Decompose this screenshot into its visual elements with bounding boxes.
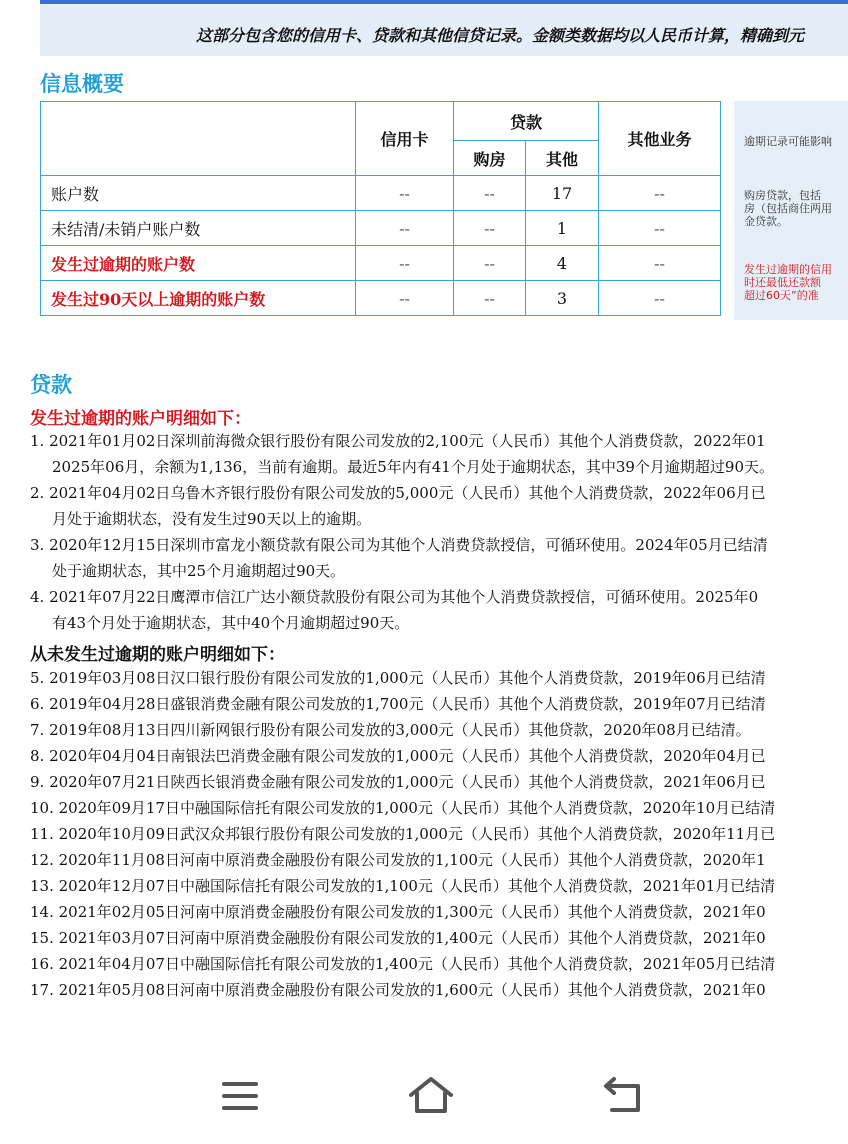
- list-item: 15. 2021年03月07日河南中原消费金融股份有限公司发放的1,400元（人民币）其他个人消费贷款，2021年0: [30, 929, 766, 947]
- cell-other: 4: [526, 246, 599, 281]
- cell-credit-card: --: [356, 176, 454, 211]
- row-label: 未结清/未销户账户数: [41, 211, 356, 246]
- header-blank: [41, 102, 356, 176]
- side-note-credit: 发生过逾期的信用 时还最低还款额 超过60天”的准: [744, 263, 832, 302]
- list-item: 14. 2021年02月05日河南中原消费金融股份有限公司发放的1,300元（人民币）其他个人消费贷款，2021年0: [30, 903, 766, 921]
- list-item: 6. 2019年04月28日盛银消费金融有限公司发放的1,700元（人民币）其他个人消费贷款，2019年07月已结清: [30, 695, 766, 713]
- home-icon[interactable]: [406, 1074, 456, 1118]
- cell-credit-card: --: [356, 281, 454, 316]
- side-notes-panel: [734, 101, 848, 320]
- cell-other-business: --: [599, 176, 721, 211]
- menu-icon[interactable]: [216, 1074, 266, 1118]
- list-item: 2025年06月，余额为1,136，当前有逾期。最近5年内有41个月处于逾期状态，其中39个月逾期超过90天。: [52, 458, 775, 476]
- cell-other-business: --: [599, 281, 721, 316]
- list-item: 有43个月处于逾期状态，其中40个月逾期超过90天。: [52, 614, 410, 632]
- info-banner: [40, 4, 848, 56]
- list-item: 4. 2021年07月22日鹰潭市信江广达小额贷款股份有限公司为其他个人消费贷款授信，可循环使用。2025年0: [30, 588, 759, 606]
- navigation-bar: [0, 1044, 848, 1144]
- cell-housing: --: [454, 246, 526, 281]
- list-item: 处于逾期状态，其中25个月逾期超过90天。: [52, 562, 346, 580]
- row-label: 发生过逾期的账户数: [41, 246, 356, 281]
- table-row: [41, 281, 721, 316]
- back-icon[interactable]: [598, 1074, 648, 1118]
- row-label: 发生过90天以上逾期的账户数: [41, 281, 356, 316]
- cell-other-business: --: [599, 246, 721, 281]
- overdue-accounts-title: 发生过逾期的账户明细如下：: [30, 409, 251, 429]
- list-item: 16. 2021年04月07日中融国际信托有限公司发放的1,400元（人民币）其他个人消费贷款，2021年05月已结清: [30, 955, 776, 973]
- list-item: 11. 2020年10月09日武汉众邦银行股份有限公司发放的1,000元（人民币）其他个人消费贷款，2020年11月已: [30, 825, 776, 843]
- header-housing: 购房: [454, 141, 526, 176]
- normal-accounts-title: 从未发生过逾期的账户明细如下：: [30, 645, 285, 665]
- list-item: 1. 2021年01月02日深圳前海微众银行股份有限公司发放的2,100元（人民币）其他个人消费贷款，2022年01: [30, 432, 766, 450]
- table-row: [41, 246, 721, 281]
- row-label: 账户数: [41, 176, 356, 211]
- loans-title: 贷款: [30, 372, 72, 397]
- list-item: 12. 2020年11月08日河南中原消费金融股份有限公司发放的1,100元（人民币）其他个人消费贷款，2020年1: [30, 851, 766, 869]
- table-row: [41, 211, 721, 246]
- list-item: 8. 2020年04月04日南银法巴消费金融有限公司发放的1,000元（人民币）其他个人消费贷款，2020年04月已: [30, 747, 766, 765]
- list-item: 17. 2021年05月08日河南中原消费金融股份有限公司发放的1,600元（人民币）其他个人消费贷款，2021年0: [30, 981, 766, 999]
- header-loan: 贷款: [454, 102, 599, 141]
- cell-other-business: --: [599, 211, 721, 246]
- header-credit-card: 信用卡: [356, 102, 454, 176]
- list-item: 9. 2020年07月21日陕西长银消费金融有限公司发放的1,000元（人民币）其他个人消费贷款，2021年06月已: [30, 773, 766, 791]
- cell-credit-card: --: [356, 211, 454, 246]
- banner-text: 这部分包含您的信用卡、贷款和其他信贷记录。金额类数据均以人民币计算，精确到元: [196, 26, 805, 45]
- cell-other: 3: [526, 281, 599, 316]
- summary-title: 信息概要: [40, 71, 124, 96]
- list-item: 3. 2020年12月15日深圳市富龙小额贷款有限公司为其他个人消费贷款授信，可循环使用。2024年05月已结清: [30, 536, 768, 554]
- side-note-overdue: 逾期记录可能影响: [744, 135, 832, 148]
- cell-other: 17: [526, 176, 599, 211]
- summary-table: [40, 101, 721, 316]
- header-other: 其他: [526, 141, 599, 176]
- list-item: 10. 2020年09月17日中融国际信托有限公司发放的1,000元（人民币）其他个人消费贷款，2020年10月已结清: [30, 799, 776, 817]
- list-item: 5. 2019年03月08日汉口银行股份有限公司发放的1,000元（人民币）其他个人消费贷款，2019年06月已结清: [30, 669, 766, 687]
- list-item: 月处于逾期状态，没有发生过90天以上的逾期。: [52, 510, 372, 528]
- cell-housing: --: [454, 211, 526, 246]
- table-row: [41, 176, 721, 211]
- cell-credit-card: --: [356, 246, 454, 281]
- table-header-row: [41, 102, 721, 141]
- cell-housing: --: [454, 176, 526, 211]
- cell-other: 1: [526, 211, 599, 246]
- cell-housing: --: [454, 281, 526, 316]
- header-other-business: 其他业务: [599, 102, 721, 176]
- list-item: 7. 2019年08月13日四川新网银行股份有限公司发放的3,000元（人民币）其他贷款，2020年08月已结清。: [30, 721, 751, 739]
- list-item: 2. 2021年04月02日乌鲁木齐银行股份有限公司发放的5,000元（人民币）其他个人消费贷款，2022年06月已: [30, 484, 766, 502]
- list-item: 13. 2020年12月07日中融国际信托有限公司发放的1,100元（人民币）其他个人消费贷款，2021年01月已结清: [30, 877, 776, 895]
- side-note-housing: 购房贷款，包括 房（包括商住两用 金贷款。: [744, 189, 832, 228]
